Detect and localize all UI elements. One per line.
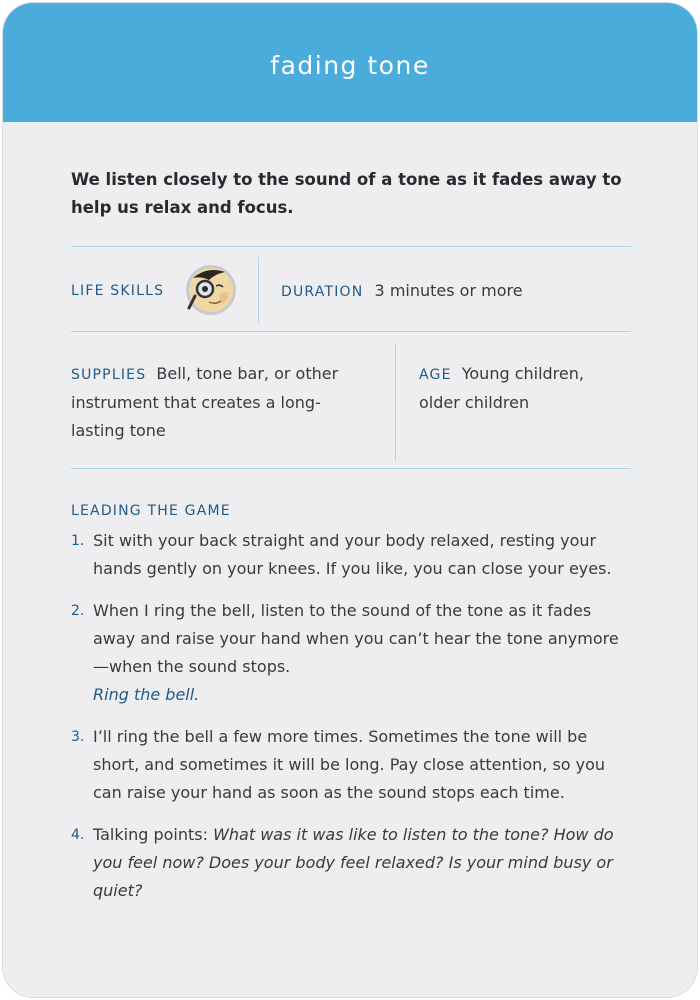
duration-row xyxy=(281,281,523,300)
duration-label: DURATION xyxy=(281,284,364,300)
step-number: 3. xyxy=(71,729,85,745)
supplies-label: SUPPLIES xyxy=(71,367,147,383)
divider-vertical-bottom xyxy=(395,343,396,461)
step-prefix: Talking points: xyxy=(93,825,214,844)
step-number: 4. xyxy=(71,827,85,843)
supplies-block xyxy=(71,360,371,445)
life-skills-label: LIFE SKILLS xyxy=(71,283,165,299)
card-header xyxy=(3,3,697,122)
activity-card xyxy=(3,3,697,997)
age-label: AGE xyxy=(419,367,452,383)
step-text: Sit with your back straight and your body relaxed, resting your hands gently on your knees. If you like, you can close your eyes. xyxy=(93,531,612,578)
step-1 xyxy=(71,527,631,583)
step-3 xyxy=(71,723,631,807)
leading-the-game-label: LEADING THE GAME xyxy=(71,503,231,519)
step-note: Ring the bell. xyxy=(93,685,200,704)
face-with-magnifier-icon xyxy=(185,264,237,316)
intro-text: We listen closely to the sound of a tone as it fades away to help us relax and focus. xyxy=(71,170,622,217)
step-italic-text: What was it was like to listen to the tone? How do you feel now? Does your body feel relaxed? Is your mind busy or quiet? xyxy=(93,825,614,900)
divider-top xyxy=(71,246,631,247)
card-title: fading tone xyxy=(270,51,430,80)
age-value: Young children, older children xyxy=(419,364,584,412)
age-block xyxy=(419,360,624,417)
step-4 xyxy=(71,821,631,905)
steps-list xyxy=(71,527,631,919)
supplies-value: Bell, tone bar, or other instrument that creates a long-lasting tone xyxy=(71,364,339,440)
divider-middle xyxy=(71,331,631,332)
divider-vertical-top xyxy=(258,257,259,323)
step-text: I’ll ring the bell a few more times. Sometimes the tone will be short, and sometimes it will be long. Pay close attention, so you can raise your hand as soon as the sound stops each time. xyxy=(93,727,606,802)
duration-value: 3 minutes or more xyxy=(374,281,523,300)
step-text: When I ring the bell, listen to the sound of the tone as it fades away and raise your hand when you can’t hear the tone anymore—when the sound stops. xyxy=(93,601,619,676)
step-number: 2. xyxy=(71,603,85,619)
step-number: 1. xyxy=(71,533,85,549)
step-2 xyxy=(71,597,631,709)
divider-bottom xyxy=(71,468,631,469)
